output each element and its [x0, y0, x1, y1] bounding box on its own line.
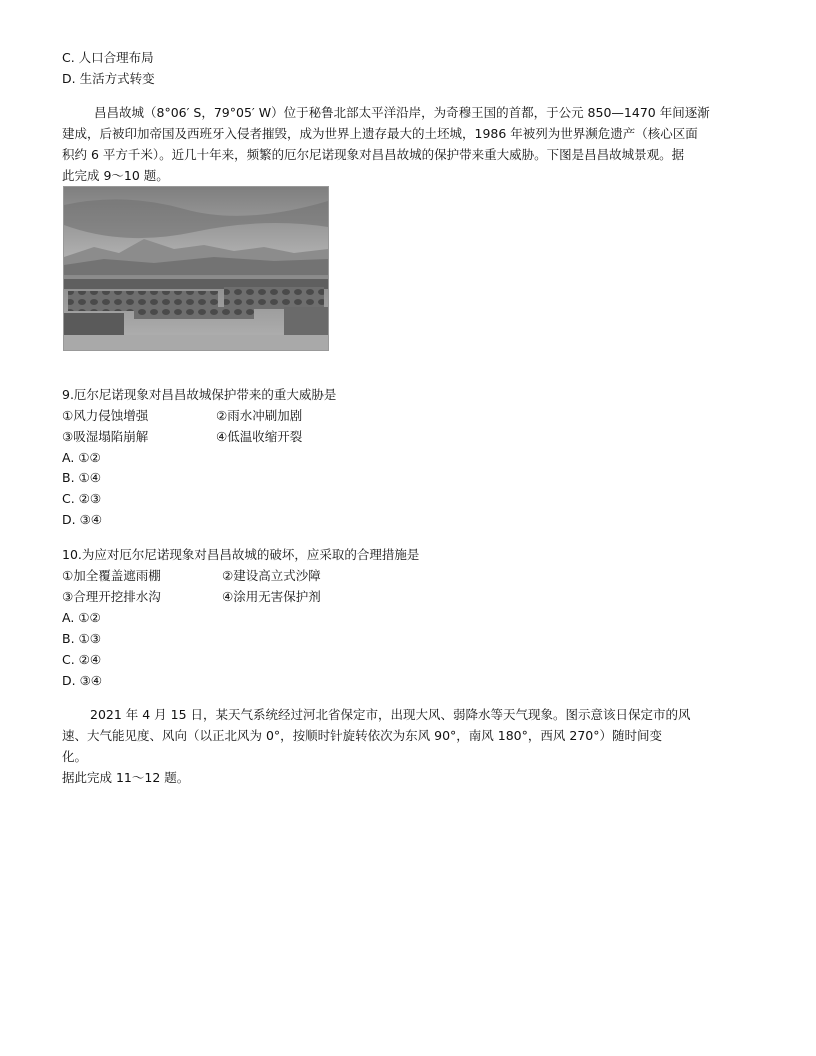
q10-option-d[interactable]: D. ③④: [62, 673, 102, 688]
q10-item-4: ④涂用无害保护剂: [222, 589, 321, 604]
option-d-prev: D. 生活方式转变: [62, 71, 155, 86]
passage1-line-4: 此完成 9～10 题。: [62, 168, 169, 183]
passage1-line-1: 昌昌故城（8°06′ S，79°05′ W）位于秘鲁北部太平洋沿岸，为奇穆王国的首都，于公元 850—1470 年间逐渐: [94, 105, 710, 120]
q10-item-1: ①加全覆盖遮雨棚: [62, 568, 161, 583]
option-c-prev: C. 人口合理布局: [62, 50, 154, 65]
q9-option-b[interactable]: B. ①④: [62, 470, 101, 485]
q10-item-3: ③合理开挖排水沟: [62, 589, 161, 604]
q9-option-c[interactable]: C. ②③: [62, 491, 102, 506]
passage2-line-3: 化。: [62, 749, 88, 764]
q9-stem: 9.厄尔尼诺现象对昌昌故城保护带来的重大威胁是: [62, 387, 337, 402]
q10-option-c[interactable]: C. ②④: [62, 652, 102, 667]
q9-option-d[interactable]: D. ③④: [62, 512, 102, 527]
q10-item-2: ②建设高立式沙障: [222, 568, 321, 583]
passage1-line-3: 积约 6 平方千米）。近几十年来，频繁的厄尔尼诺现象对昌昌故城的保护带来重大威胁。下图是昌昌故城景观。据: [62, 147, 685, 162]
passage2-line-2: 速、大气能见度、风向（以正北风为 0°，按顺时针旋转依次为东风 90°，南风 180°，西风 270°）随时间变: [62, 728, 662, 743]
landscape-illustration: [64, 187, 328, 350]
q9-item-2: ②雨水冲刷加剧: [216, 408, 303, 423]
q10-stem: 10.为应对厄尔尼诺现象对昌昌故城的破坏，应采取的合理措施是: [62, 547, 420, 562]
passage2-line-4: 据此完成 11～12 题。: [62, 770, 190, 785]
passage1-line-2: 建成，后被印加帝国及西班牙入侵者摧毁，成为世界上遗存最大的土坯城，1986 年被列为世界濒危遗产（核心区面: [62, 126, 698, 141]
q9-item-3: ③吸湿塌陷崩解: [62, 429, 149, 444]
chanchan-landscape-photo: [63, 186, 329, 351]
q10-option-b[interactable]: B. ①③: [62, 631, 101, 646]
q10-option-a[interactable]: A. ①②: [62, 610, 101, 625]
q9-item-1: ①风力侵蚀增强: [62, 408, 149, 423]
q9-item-4: ④低温收缩开裂: [216, 429, 303, 444]
passage2-line-1: 2021 年 4 月 15 日，某天气系统经过河北省保定市，出现大风、弱降水等天气现象。图示意该日保定市的风: [90, 707, 691, 722]
q9-option-a[interactable]: A. ①②: [62, 450, 101, 465]
